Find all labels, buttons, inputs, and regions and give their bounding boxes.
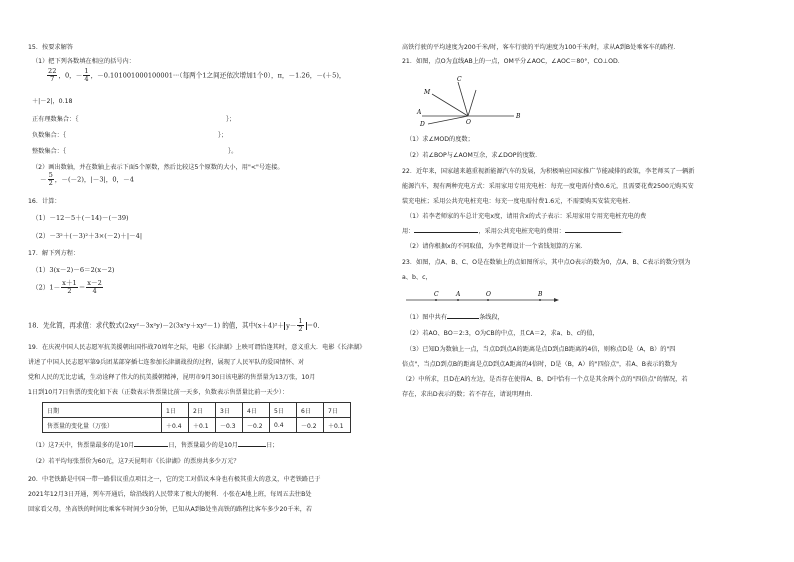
q23-line1: 23．如图，点A、B、C、O是在数轴上的点如图所示，其中点O表示的数为0，点A、B、C表示的数分别为 (402, 259, 691, 266)
label-a: A (417, 109, 422, 116)
q22-sub1: （1）若李老师家的车总计充电x度，请用含x的式子表示：采用家用专用充电桩充电的费 (406, 213, 647, 220)
q20-line1: 20．中老铁路是中国一带一路倡议重点项目之一，它的完工对倡议本身也有极其重大的意义，中老铁路已于 (28, 476, 321, 483)
table-header-cell: 1日 (162, 403, 189, 418)
table-header-cell: 5日 (270, 403, 297, 418)
table-cell: ＋0.1 (324, 418, 351, 433)
table-cell: －0.2 (243, 418, 270, 433)
q23-sub3-line2: 倍点"，当点D到点B的距离是点D到点A距离的4倍时，D是（B，A）的"四倍点"，若A、B表示的数为 (402, 361, 677, 368)
negative-set: 负数集合：｛ (32, 132, 67, 139)
ticket-sales-table (42, 402, 351, 433)
q18-text: 18．先化简，再求值：求代数式(2xy²－3x²y)－2(3x²y＋xy²－1) 的值，其中(x＋4)²＋ y－ $\frac{1}{2}$ ＝0． (28, 317, 324, 333)
q15-title: 15．按要求解答 (28, 44, 73, 51)
table-cell: 0.4 (270, 418, 297, 433)
q23-sub2: （2）若AO、BO＝2:3，O为CB的中点，且CA＝2，求a、b、c的值， (406, 330, 599, 337)
label-m: M (424, 89, 431, 96)
ray-op (468, 90, 476, 116)
table-cell: ＋0.4 (162, 418, 189, 433)
q23-sub3-line4: 存在，求出D表示的数；若不存在，请说明理由． (402, 391, 537, 398)
table-cell: －0.3 (216, 418, 243, 433)
table-cell: －0.2 (297, 418, 324, 433)
q19-line3: 党和人民的无比忠诚，生动诠释了伟大的抗美援朝精神，昆明市9月30日该电影的售票量为13万张，10月 (28, 374, 316, 381)
q23-sub3-line3: （2）中所求，且D在A的左边，是否存在使得A、B、D中恰有一个点是其余两个点的"四倍点"的情况，若 (402, 376, 688, 383)
q16-title: 16．计算： (28, 198, 61, 205)
answer-blank[interactable] (238, 446, 266, 447)
q23-sub3-line1: （3）已知D为数轴上一点，当点D到点A的距离是点D到点B距离的4倍，则称点D是（A，B）的"四 (406, 346, 676, 353)
fraction-22-7: $\frac{22}{7}$ (48, 67, 57, 83)
label-c: C (457, 76, 462, 83)
number-line-figure (402, 286, 562, 308)
q17-eq2: （2）1－ $\frac{x+1}{2}$ ＝ $\frac{x-2}{4}$ (32, 279, 102, 295)
table-header-cell: 2日 (189, 403, 216, 418)
q21-sub1: （1）求∠MOD的度数； (406, 136, 474, 143)
q22-line3: 装充电桩；采用公共充电桩充电：每充一度电需付费1.6元，不需要购买安装充电桩． (402, 198, 635, 205)
label-o: O (486, 291, 491, 298)
table-header-cell: 日期 (43, 403, 162, 418)
table-header-cell: 4日 (243, 403, 270, 418)
q23-sub1: （1）图中共有 条线段， (406, 314, 504, 321)
label-o: O (466, 119, 471, 126)
point-c (435, 299, 437, 301)
q16-expr2: （2）－3²＋(－3)²＋3×(－2)＋|－4| (32, 232, 143, 240)
label-b: B (538, 291, 543, 298)
q19-sub1: （1）这7天中，售票量最多的是10月 日，售票量最少的是10月 日； (32, 442, 279, 449)
positive-rational-set-end: ｝； (226, 116, 236, 123)
fraction-5-2: $\frac{5}{2}$ (48, 171, 53, 187)
q20-continued: 高铁行驶的平均速度为200千米/时，客车行驶的平均速度为100千米/时，求从A到B处乘客车的路程． (402, 44, 680, 51)
q15-part1: （1）把下列各数填在相应的括号内： (32, 58, 135, 65)
answer-blank[interactable] (414, 232, 478, 233)
fraction-1-4: $\frac{1}{4}$ (84, 67, 89, 83)
table-header-cell: 3日 (216, 403, 243, 418)
label-b: B (516, 113, 521, 120)
q15-part2-numbers: － $\frac{5}{2}$ ，－(－2)，|－3|，0，－4 (40, 171, 134, 187)
positive-rational-set: 正有理数集合：｛ (32, 116, 79, 123)
q15-part2: （2）画出数轴，并在数轴上表示下面5个原数，然后比较这5个原数的大小，用"<"号连接。 (32, 164, 284, 171)
q19-line4: 1日到10月7日售票的变化如下表（正数表示售票量比前一天多，负数表示售票量比前一天少）： (28, 389, 289, 396)
q20-line2: 2021年12月3日开通，列车开通后，给沿线的人民带来了极大的便利．小张在A地上班，每周五去往B处 (28, 491, 312, 498)
table-header-cell: 7日 (324, 403, 351, 418)
table-cell: 售票量的变化量（万张） (43, 418, 162, 433)
q23-line2: a、b、c， (402, 274, 432, 281)
q17-eq1: （1）3(x－2)－6＝2(x－2) (32, 266, 115, 274)
q21-sub2: （2）若∠BOP与∠AOM互余，求∠DOP的度数． (406, 152, 542, 159)
q17-title: 17．解下列方程： (28, 250, 80, 257)
angle-figure (416, 74, 526, 126)
q19-line2: 讲述了中国人民志愿军第9兵团某部穿插七连参加长津湖战役的过程，展现了人民军队的爱国情怀、对 (28, 359, 305, 366)
label-d: D (420, 121, 425, 126)
q22-line1: 22．近年来，国家越来越重视新能源汽车的发展，为积极响应国家推广节能减排的政策，李老师买了一辆新 (402, 168, 695, 175)
integer-set: 整数集合：｛ (32, 148, 67, 155)
q19-sub2: （2）若平均每张票价为60元，这7天昆明市《长津湖》的票房共多少万元？ (32, 458, 240, 465)
q20-line3: 回家看父母，坐高铁的时间比乘客车时间少30分钟，已知从A到B处坐高铁的路程比客车多少20千米，若 (28, 506, 313, 513)
point-a (457, 299, 459, 301)
label-a: A (456, 291, 461, 298)
integer-set-end: ｝。 (228, 148, 238, 155)
q19-line1: 19．在庆祝中国人民志愿军抗美援朝出国作战70周年之际，电影《长津湖》上映可谓恰逢其时，意义重大．电影《长津湖》 (28, 344, 366, 351)
answer-blank[interactable] (565, 232, 621, 233)
q15-numbers-line2: ＋|－2|，0.18 (32, 98, 73, 105)
point-b (539, 299, 541, 301)
arrow-right-icon (554, 298, 559, 302)
q15-numbers: $\frac{22}{7}$ ，0，－ $\frac{1}{4}$ ，－0.101001000100001···（每两个1之间还依次增加1个0），π，－1.26，－(＋5)， (48, 67, 346, 83)
table-header-cell: 6日 (297, 403, 324, 418)
table-cell: ＋0.1 (189, 418, 216, 433)
negative-set-end: ｝； (218, 132, 228, 139)
label-c: C (434, 291, 439, 298)
q16-expr1: （1）－12－5＋(－14)－(－39) (32, 214, 129, 222)
q22-sub1-cont: 用： ，采用公共充电桩充电的费用： ． (402, 228, 628, 235)
answer-blank[interactable] (134, 446, 168, 447)
q21-line1: 21．如图，点O为直线AB上的一点，OM平分∠AOC，∠AOC＝80°，CO⊥OD． (402, 58, 624, 65)
q22-line2: 能源汽车，现有两种充电方式：采用家用专用充电桩：每充一度电需付费0.6元，且需要花费2500元购买安 (402, 183, 694, 190)
answer-blank[interactable] (447, 318, 479, 319)
point-o (487, 299, 489, 301)
ray-od (428, 116, 468, 124)
table-row (43, 403, 351, 418)
q22-sub2: （2）请你根据x的不同取值，为李老师设计一个省钱划算的方案． (406, 243, 587, 250)
table-row (43, 418, 351, 433)
